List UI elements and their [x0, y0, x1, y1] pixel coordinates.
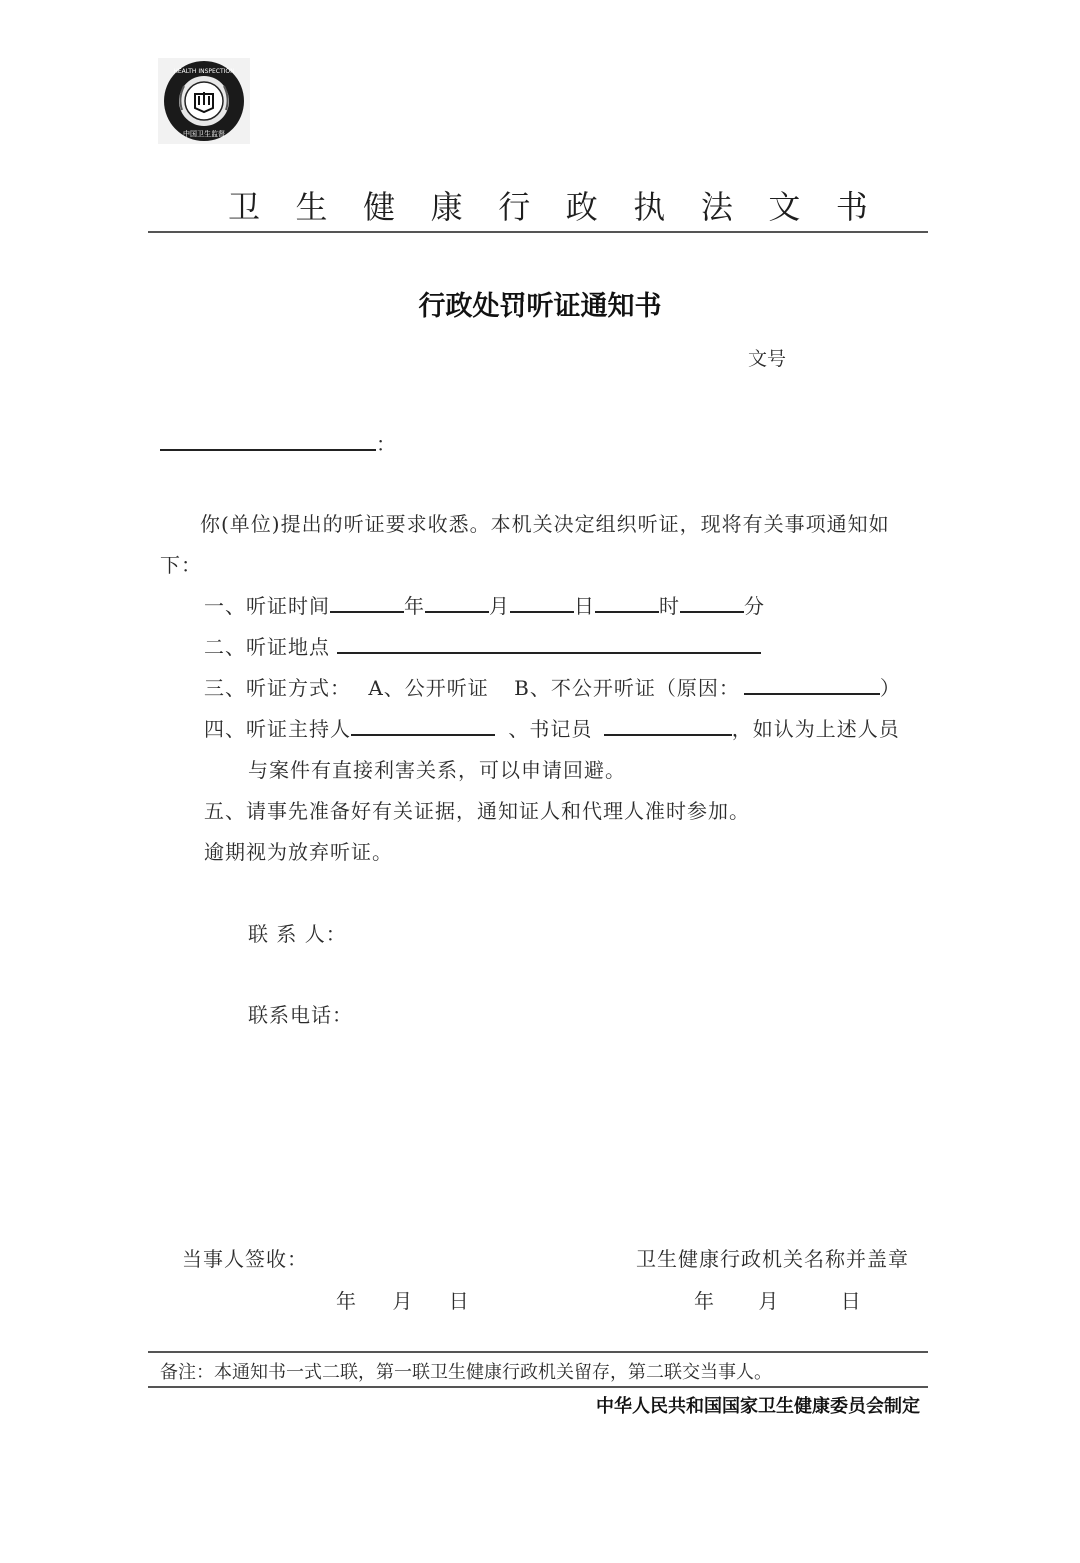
option-private-hearing[interactable]: B、不公开听证（原因：	[514, 676, 740, 700]
header-char: 文	[768, 188, 801, 226]
authority-seal-label: 卫生健康行政机关名称并盖章	[636, 1247, 909, 1271]
header-title	[228, 182, 868, 228]
authority-sign-date	[694, 1285, 862, 1314]
contact-phone-label: 联系电话：	[248, 1003, 353, 1027]
party-date-day: 日	[448, 1289, 470, 1313]
day-unit: 日	[574, 594, 595, 618]
item-hearing-time	[204, 590, 765, 619]
item-hearing-method	[204, 672, 901, 701]
contact-person-label: 联 系 人：	[248, 922, 347, 946]
option-public-hearing[interactable]: A、公开听证	[368, 676, 489, 700]
footer-note: 备注：本通知书一式二联，第一联卫生健康行政机关留存，第二联交当事人。	[160, 1362, 772, 1383]
party-date-month: 月	[392, 1289, 414, 1313]
addressee-line	[160, 428, 396, 457]
header-char: 行	[498, 188, 531, 226]
party-sign-date	[336, 1285, 470, 1314]
host-suffix: ，如认为上述人员	[731, 717, 900, 741]
addressee-field[interactable]	[160, 448, 376, 451]
header-char: 健	[363, 188, 396, 226]
document-number-label: 文号	[748, 348, 787, 370]
year-unit: 年	[404, 594, 425, 618]
item-hearing-host	[204, 713, 900, 742]
method-close-paren: ）	[879, 676, 901, 700]
header-char: 生	[295, 188, 328, 226]
svg-text:中国卫生监督: 中国卫生监督	[183, 130, 225, 138]
china-national-health-inspection-emblem-icon	[158, 58, 250, 144]
host-line-2: 与案件有直接利害关系，可以申请回避。	[248, 758, 626, 782]
host-field[interactable]	[351, 733, 495, 736]
intro-line-2: 下：	[160, 553, 202, 577]
header-char: 法	[700, 188, 733, 226]
header-char: 书	[835, 188, 868, 226]
svg-text:HEALTH INSPECTION: HEALTH INSPECTION	[173, 68, 235, 75]
overdue-note: 逾期视为放弃听证。	[204, 840, 393, 864]
item-prepare-evidence: 五、请事先准备好有关证据，通知证人和代理人准时参加。	[204, 799, 750, 823]
hearing-host-label: 四、听证主持人	[204, 717, 351, 741]
hearing-method-label: 三、听证方式：	[204, 676, 351, 700]
hearing-place-field[interactable]	[337, 651, 761, 654]
issuer-text: 中华人民共和国国家卫生健康委员会制定	[596, 1396, 920, 1417]
party-date-year: 年	[336, 1289, 357, 1313]
private-reason-field[interactable]	[744, 692, 880, 695]
day-field[interactable]	[510, 610, 574, 613]
minute-unit: 分	[744, 594, 765, 618]
header-char: 政	[565, 188, 598, 226]
health-inspection-emblem	[158, 58, 250, 144]
month-unit: 月	[489, 594, 510, 618]
authority-date-month: 月	[758, 1289, 780, 1313]
document-title: 行政处罚听证通知书	[418, 291, 662, 322]
hearing-time-label: 一、听证时间	[204, 594, 330, 618]
party-signature-label: 当事人签收：	[182, 1247, 308, 1271]
minute-field[interactable]	[680, 610, 744, 613]
month-field[interactable]	[425, 610, 489, 613]
footer-bottom-divider	[148, 1386, 928, 1388]
authority-date-day: 日	[840, 1289, 862, 1313]
intro-line-1: 你(单位)提出的听证要求收悉。本机关决定组织听证，现将有关事项通知如	[200, 512, 890, 536]
item-hearing-place	[204, 631, 761, 660]
hour-unit: 时	[659, 594, 680, 618]
addressee-colon: ：	[376, 432, 396, 456]
hearing-place-label: 二、听证地点	[204, 635, 330, 659]
year-field[interactable]	[330, 610, 404, 613]
hour-field[interactable]	[595, 610, 659, 613]
header-char: 执	[633, 188, 666, 226]
footer-top-divider	[148, 1351, 928, 1353]
clerk-field[interactable]	[604, 733, 732, 736]
header-char: 康	[430, 188, 463, 226]
header-divider	[148, 231, 928, 233]
authority-date-year: 年	[694, 1289, 715, 1313]
header-char: 卫	[228, 188, 261, 226]
clerk-label: 、书记员	[508, 717, 593, 741]
